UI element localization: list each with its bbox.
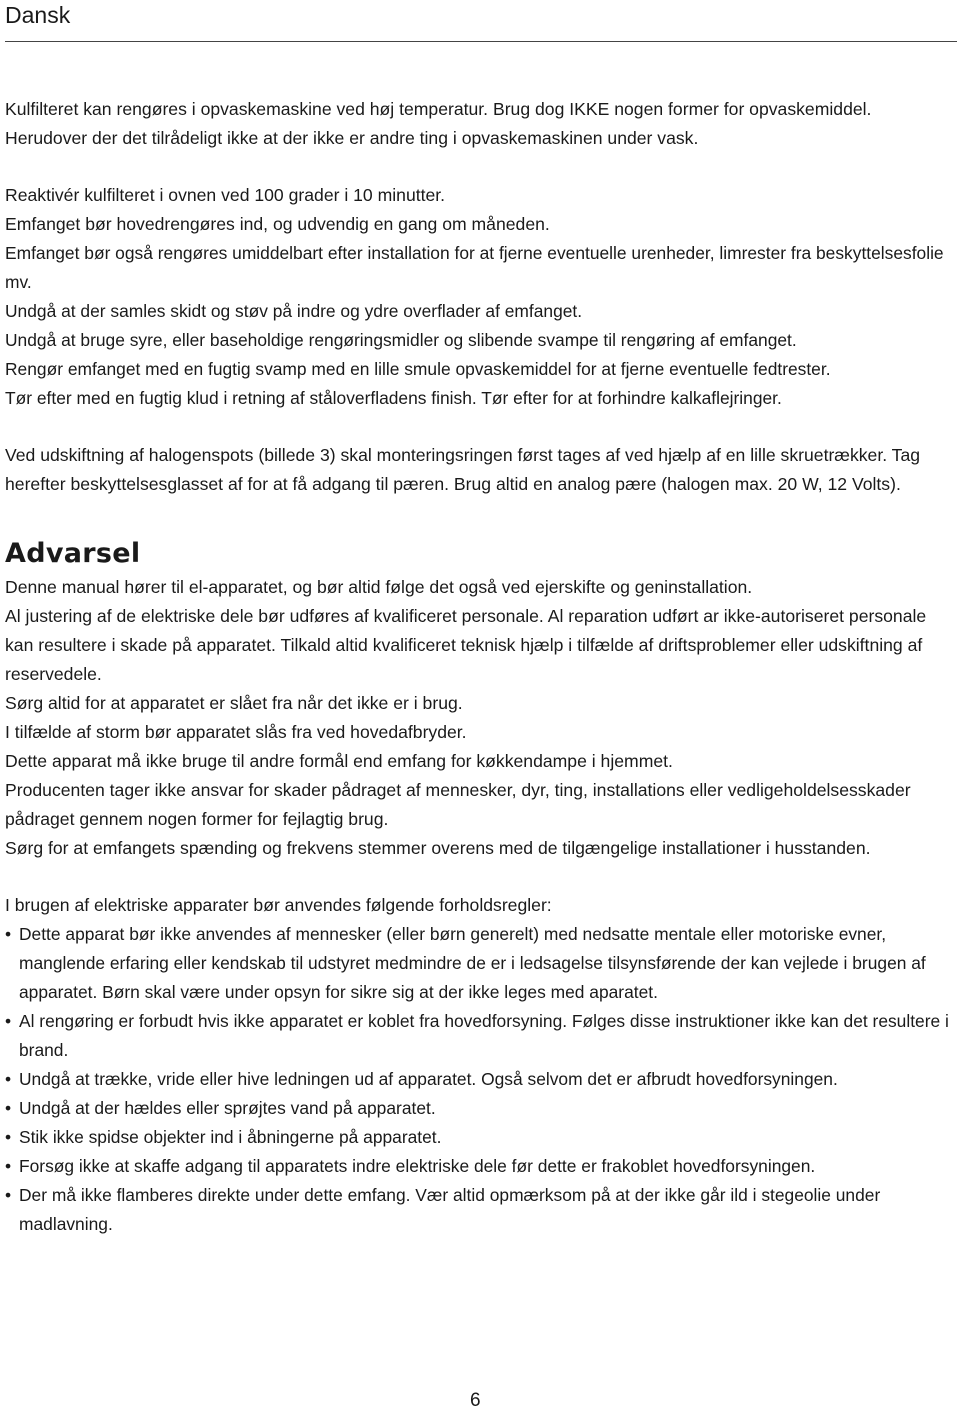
monthly-cleaning-text: Emfanget bør hovedrengøres ind, og udvendig en gang om måneden. xyxy=(5,214,550,234)
precautions-list xyxy=(5,920,955,1239)
warning-line: Al justering af de elektriske dele bør udføres af kvalificeret personale. Al reparation udført ar ikke-autoriseret personale kan resultere i skade på apparatet. Tilkald altid kvalificeret teknisk hjælp i tilfælde af driftsproblemer eller udskiftning af reservedele. xyxy=(5,606,927,684)
warning-line: Sørg altid for at apparatet er slået fra når det ikke er i brug. xyxy=(5,693,463,713)
bullet-icon: • xyxy=(5,1185,12,1205)
page-content xyxy=(5,95,955,1239)
page-number: 6 xyxy=(470,1390,481,1411)
list-item: • Undgå at trække, vride eller hive ledningen ud af apparatet. Også selvom det er afbrudt hovedforsyningen. xyxy=(5,1065,955,1094)
language-title: Dansk xyxy=(5,2,71,28)
wipe-dry-text: Tør efter med en fugtig klud i retning af ståloverfladens finish. Tør efter for at forhindre kalkaflejringer. xyxy=(5,388,782,408)
warning-line: Denne manual hører til el-apparatet, og bør altid følge det også ved ejerskifte og geninstallation. xyxy=(5,577,753,597)
bullet-icon: • xyxy=(5,1098,12,1118)
charcoal-filter-cleaning-text: Kulfilteret kan rengøres i opvaskemaskine ved høj temperatur. Brug dog IKKE nogen former for opvaskemiddel. Herudover der det tilrådeligt ikke at der ikke er andre ting i opvaskemaskinen under vask. xyxy=(5,99,872,148)
filter-reactivation-text: Reaktivér kulfilteret i ovnen ved 100 grader i 10 minutter. xyxy=(5,185,446,205)
dust-avoidance-text: Undgå at der samles skidt og støv på indre og ydre overflader af emfanget. xyxy=(5,301,583,321)
halogen-replacement-text: Ved udskiftning af halogenspots (billede 3) skal monteringsringen først tages af ved hjælp af en lille skruetrækker. Tag herefter beskyttelsesglasset af for at få adgang til pæren. Brug altid en analog pære (halogen max. 20 W, 12 Volts). xyxy=(5,445,921,494)
bullet-icon: • xyxy=(5,1069,12,1089)
warning-line: Producenten tager ikke ansvar for skader pådraget af mennesker, dyr, ting, installations eller vedligeholdelsesskader pådraget gennem nogen former for fejlagtig brug. xyxy=(5,780,911,829)
bullet-icon: • xyxy=(5,1011,12,1031)
chemical-avoidance-text: Undgå at bruge syre, eller baseholdige rengøringsmidler og slibende svampe til rengøring af emfanget. xyxy=(5,330,797,350)
list-item: • Forsøg ikke at skaffe adgang til apparatets indre elektriske dele før dette er frakoblet hovedforsyningen. xyxy=(5,1152,955,1181)
precautions-intro: I brugen af elektriske apparater bør anvendes følgende forholdsregler: xyxy=(5,895,552,915)
bullet-icon: • xyxy=(5,1156,12,1176)
warning-line: I tilfælde af storm bør apparatet slås fra ved hovedafbryder. xyxy=(5,722,467,742)
bullet-icon: • xyxy=(5,1127,12,1147)
bullet-icon: • xyxy=(5,924,12,944)
list-item: • Al rengøring er forbudt hvis ikke apparatet er koblet fra hovedforsyning. Følges disse instruktioner ikke kan det resultere i brand. xyxy=(5,1007,955,1065)
warning-line: Sørg for at emfangets spænding og frekvens stemmer overens med de tilgængelige installationer i husstanden. xyxy=(5,838,871,858)
list-item: • Stik ikke spidse objekter ind i åbningerne på apparatet. xyxy=(5,1123,955,1152)
list-item: • Dette apparat bør ikke anvendes af mennesker (eller børn generelt) med nedsatte mentale eller motoriske evner, manglende erfaring eller kendskab til udstyret medmindre de er i ledsagelse tilsynsførende der kan vejlede i brugen af apparatet. Børn skal være under opsyn for sikre sig at der ikke leges med aparatet. xyxy=(5,920,955,1007)
warning-line: Dette apparat må ikke bruge til andre formål end emfang for køkkendampe i hjemmet. xyxy=(5,751,673,771)
post-installation-cleaning-text: Emfanget bør også rengøres umiddelbart efter installation for at fjerne eventuelle urenheder, limrester fra beskyttelsesfolie mv. xyxy=(5,243,944,292)
warning-heading: Advarsel xyxy=(5,538,141,569)
list-item: • Der må ikke flamberes direkte under dette emfang. Vær altid opmærksom på at der ikke går ild i stegeolie under madlavning. xyxy=(5,1181,955,1239)
list-item: • Undgå at der hældes eller sprøjtes vand på apparatet. xyxy=(5,1094,955,1123)
page-header xyxy=(5,0,957,42)
sponge-cleaning-text: Rengør emfanget med en fugtig svamp med en lille smule opvaskemiddel for at fjerne eventuelle fedtrester. xyxy=(5,359,831,379)
